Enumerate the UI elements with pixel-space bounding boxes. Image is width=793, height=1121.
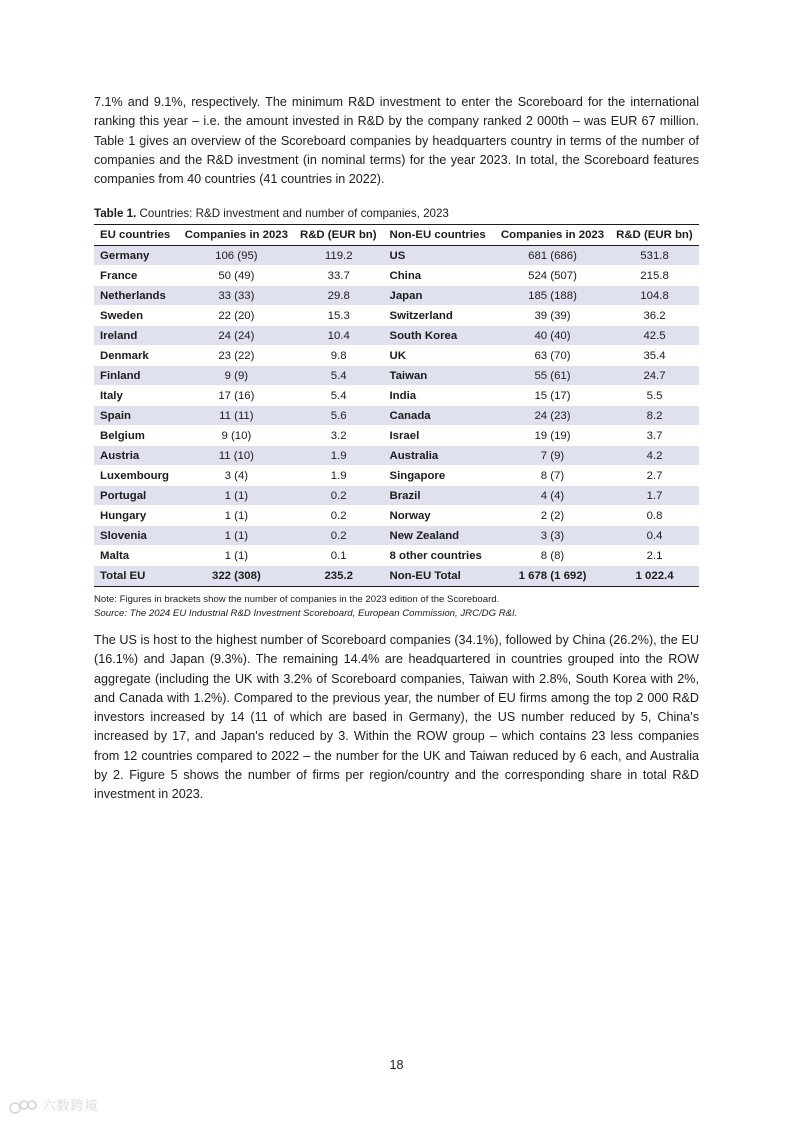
cell-noneu-rd: 5.5 xyxy=(610,386,699,406)
table-caption-text: Countries: R&D investment and number of companies, 2023 xyxy=(139,207,449,220)
cell-eu-country: Hungary xyxy=(94,506,179,526)
watermark-text: 六数跨境 xyxy=(42,1098,99,1113)
cell-noneu-country: Australia xyxy=(383,446,494,466)
cell-eu-companies: 1 (1) xyxy=(179,526,294,546)
cell-noneu-companies: 55 (61) xyxy=(495,366,610,386)
cell-noneu-country: New Zealand xyxy=(383,526,494,546)
table-total-row xyxy=(94,566,699,587)
cell-noneu-companies: 15 (17) xyxy=(495,386,610,406)
cell-eu-country: Belgium xyxy=(94,426,179,446)
cell-eu-rd: 0.2 xyxy=(294,526,384,546)
table-row xyxy=(94,286,699,306)
table-row xyxy=(94,326,699,346)
cell-eu-rd: 15.3 xyxy=(294,306,384,326)
watermark-logo-icon xyxy=(8,1098,38,1116)
cell-eu-country: Portugal xyxy=(94,486,179,506)
table-source: Source: The 2024 EU Industrial R&D Investment Scoreboard, European Commission, JRC/DG R&I. xyxy=(94,608,518,619)
cell-noneu-companies: 24 (23) xyxy=(495,406,610,426)
cell-eu-companies: 23 (22) xyxy=(179,346,294,366)
cell-eu-companies: 22 (20) xyxy=(179,306,294,326)
header-eu-rd: R&D (EUR bn) xyxy=(294,225,384,246)
cell-noneu-country: China xyxy=(383,266,494,286)
cell-eu-companies: 9 (10) xyxy=(179,426,294,446)
cell-noneu-country: Norway xyxy=(383,506,494,526)
cell-noneu-country: UK xyxy=(383,346,494,366)
cell-noneu-country: Israel xyxy=(383,426,494,446)
table-row xyxy=(94,446,699,466)
cell-noneu-rd: 8.2 xyxy=(610,406,699,426)
cell-noneu-country: Switzerland xyxy=(383,306,494,326)
table-row xyxy=(94,246,699,266)
intro-paragraph: 7.1% and 9.1%, respectively. The minimum R&D investment to enter the Scoreboard for the international ranking this year – i.e. the amount invested in R&D by the company ranked 2 000th – was EUR 67 million. Table 1 gives an overview of the Scoreboard companies by headquarters country in terms of the number of companies and the R&D investment (in nominal terms) for the year 2023. In total, the Scoreboard features companies from 40 countries (41 countries in 2022). xyxy=(94,95,699,187)
cell-eu-country: Sweden xyxy=(94,306,179,326)
total-noneu-rd: 1 022.4 xyxy=(610,566,699,587)
cell-eu-country: Spain xyxy=(94,406,179,426)
cell-noneu-companies: 7 (9) xyxy=(495,446,610,466)
cell-eu-rd: 1.9 xyxy=(294,446,384,466)
table-row xyxy=(94,306,699,326)
countries-table xyxy=(94,224,699,587)
cell-noneu-rd: 104.8 xyxy=(610,286,699,306)
table-note: Note: Figures in brackets show the number of companies in the 2023 edition of the Scoreboard. xyxy=(94,594,500,605)
cell-eu-rd: 3.2 xyxy=(294,426,384,446)
cell-noneu-rd: 1.7 xyxy=(610,486,699,506)
table-caption xyxy=(94,206,699,222)
table-row xyxy=(94,486,699,506)
cell-noneu-rd: 0.8 xyxy=(610,506,699,526)
cell-noneu-country: India xyxy=(383,386,494,406)
cell-noneu-companies: 63 (70) xyxy=(495,346,610,366)
cell-noneu-companies: 185 (188) xyxy=(495,286,610,306)
cell-noneu-rd: 215.8 xyxy=(610,266,699,286)
table-row xyxy=(94,366,699,386)
cell-eu-companies: 1 (1) xyxy=(179,486,294,506)
cell-eu-country: Austria xyxy=(94,446,179,466)
cell-eu-country: Italy xyxy=(94,386,179,406)
cell-eu-rd: 1.9 xyxy=(294,466,384,486)
watermark xyxy=(8,1095,99,1116)
cell-noneu-rd: 3.7 xyxy=(610,426,699,446)
table-row xyxy=(94,386,699,406)
header-eu-countries: EU countries xyxy=(94,225,179,246)
cell-eu-companies: 1 (1) xyxy=(179,506,294,526)
cell-eu-rd: 5.4 xyxy=(294,366,384,386)
header-noneu-rd: R&D (EUR bn) xyxy=(610,225,699,246)
cell-noneu-country: Canada xyxy=(383,406,494,426)
cell-noneu-country: Japan xyxy=(383,286,494,306)
cell-eu-companies: 1 (1) xyxy=(179,546,294,566)
cell-eu-country: Denmark xyxy=(94,346,179,366)
cell-noneu-country: Singapore xyxy=(383,466,494,486)
cell-noneu-companies: 39 (39) xyxy=(495,306,610,326)
cell-noneu-companies: 19 (19) xyxy=(495,426,610,446)
cell-eu-country: Luxembourg xyxy=(94,466,179,486)
cell-eu-companies: 11 (11) xyxy=(179,406,294,426)
cell-noneu-rd: 2.1 xyxy=(610,546,699,566)
total-noneu-companies: 1 678 (1 692) xyxy=(495,566,610,587)
cell-eu-companies: 106 (95) xyxy=(179,246,294,266)
body-paragraph: The US is host to the highest number of Scoreboard companies (34.1%), followed by China (26.2%), the EU (16.1%) and Japan (9.3%). The remaining 14.4% are headquartered in countries grouped into the ROW aggregate (including the UK with 3.2% of Scoreboard companies, Taiwan with 2.8%, South Korea with 2%, and Canada with 1.2%). Compared to the previous year, the number of EU firms among the top 2 000 R&D investors increased by 14 (11 of which are based in Germany), the US number reduced by 5, China's increased by 17, and Japan's reduced by 3. Within the ROW group – which contains 23 less companies from 12 countries compared to 2022 – the number for the UK and Taiwan reduced by 6 each, and Australia by 2. Figure 5 shows the number of firms per region/country and the corresponding share in total R&D investment in 2023. xyxy=(94,633,699,802)
cell-eu-companies: 11 (10) xyxy=(179,446,294,466)
cell-eu-rd: 5.4 xyxy=(294,386,384,406)
cell-noneu-rd: 531.8 xyxy=(610,246,699,266)
cell-noneu-companies: 8 (7) xyxy=(495,466,610,486)
cell-eu-companies: 17 (16) xyxy=(179,386,294,406)
cell-eu-rd: 33.7 xyxy=(294,266,384,286)
cell-noneu-companies: 681 (686) xyxy=(495,246,610,266)
header-eu-companies: Companies in 2023 xyxy=(179,225,294,246)
cell-noneu-companies: 2 (2) xyxy=(495,506,610,526)
cell-eu-rd: 0.2 xyxy=(294,506,384,526)
total-eu-companies: 322 (308) xyxy=(179,566,294,587)
cell-noneu-country: Brazil xyxy=(383,486,494,506)
page-number: 18 xyxy=(389,1058,404,1072)
total-eu-label: Total EU xyxy=(94,566,179,587)
cell-noneu-rd: 4.2 xyxy=(610,446,699,466)
cell-noneu-companies: 4 (4) xyxy=(495,486,610,506)
cell-eu-companies: 24 (24) xyxy=(179,326,294,346)
cell-eu-country: Netherlands xyxy=(94,286,179,306)
total-noneu-label: Non-EU Total xyxy=(383,566,494,587)
cell-noneu-country: South Korea xyxy=(383,326,494,346)
cell-noneu-rd: 42.5 xyxy=(610,326,699,346)
table-row xyxy=(94,266,699,286)
header-noneu-countries: Non-EU countries xyxy=(383,225,494,246)
header-noneu-companies: Companies in 2023 xyxy=(495,225,610,246)
cell-noneu-rd: 0.4 xyxy=(610,526,699,546)
table-row xyxy=(94,426,699,446)
table-notes xyxy=(94,593,714,621)
cell-noneu-rd: 24.7 xyxy=(610,366,699,386)
cell-eu-companies: 50 (49) xyxy=(179,266,294,286)
table-row xyxy=(94,506,699,526)
table-row xyxy=(94,526,699,546)
cell-eu-rd: 119.2 xyxy=(294,246,384,266)
table-caption-label: Table 1. xyxy=(94,207,137,220)
cell-noneu-companies: 40 (40) xyxy=(495,326,610,346)
table-row xyxy=(94,346,699,366)
cell-eu-rd: 9.8 xyxy=(294,346,384,366)
cell-eu-country: Germany xyxy=(94,246,179,266)
cell-eu-rd: 10.4 xyxy=(294,326,384,346)
total-eu-rd: 235.2 xyxy=(294,566,384,587)
cell-eu-country: Malta xyxy=(94,546,179,566)
cell-noneu-companies: 8 (8) xyxy=(495,546,610,566)
table-row xyxy=(94,546,699,566)
cell-noneu-companies: 524 (507) xyxy=(495,266,610,286)
table-header-row xyxy=(94,225,699,246)
table-row xyxy=(94,406,699,426)
cell-noneu-rd: 2.7 xyxy=(610,466,699,486)
cell-eu-rd: 0.2 xyxy=(294,486,384,506)
table-row xyxy=(94,466,699,486)
cell-noneu-companies: 3 (3) xyxy=(495,526,610,546)
cell-noneu-rd: 36.2 xyxy=(610,306,699,326)
cell-eu-country: France xyxy=(94,266,179,286)
cell-eu-country: Slovenia xyxy=(94,526,179,546)
cell-noneu-country: 8 other countries xyxy=(383,546,494,566)
cell-noneu-country: Taiwan xyxy=(383,366,494,386)
cell-eu-country: Ireland xyxy=(94,326,179,346)
cell-eu-rd: 0.1 xyxy=(294,546,384,566)
cell-eu-rd: 5.6 xyxy=(294,406,384,426)
cell-eu-companies: 3 (4) xyxy=(179,466,294,486)
cell-eu-companies: 33 (33) xyxy=(179,286,294,306)
cell-eu-rd: 29.8 xyxy=(294,286,384,306)
cell-eu-companies: 9 (9) xyxy=(179,366,294,386)
cell-noneu-country: US xyxy=(383,246,494,266)
cell-noneu-rd: 35.4 xyxy=(610,346,699,366)
cell-eu-country: Finland xyxy=(94,366,179,386)
